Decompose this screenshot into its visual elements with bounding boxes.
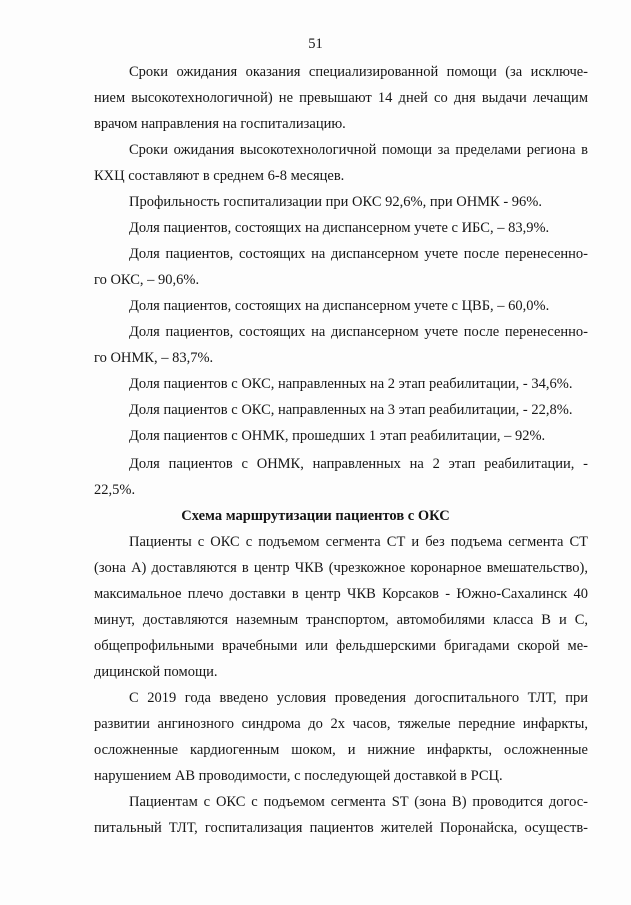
text-line: Профильность госпитализации при ОКС 92,6%, при ОНМК - 96%. xyxy=(129,194,543,210)
text-line: Доля пациентов, состоящих на диспансерном учете после перенесенно- xyxy=(129,324,588,340)
text-line: Пациентам с ОКС с подъемом сегмента ST (зона В) проводится догос- xyxy=(129,794,588,810)
text-line: минут, доставляются наземным транспортом, автомобилями класса В и С, xyxy=(94,612,588,628)
section-heading: Схема маршрутизации пациентов с ОКС xyxy=(181,508,450,524)
text-line: Доля пациентов, состоящих на диспансерном учете после перенесенно- xyxy=(129,246,588,262)
text-line: Доля пациентов с ОНМК, направленных на 2 этап реабилитации, - xyxy=(129,456,588,472)
text-line: Сроки ожидания оказания специализированной помощи (за исключе- xyxy=(129,64,588,80)
text-line: 22,5%. xyxy=(94,482,136,498)
text-line: С 2019 года введено условия проведения догоспитального ТЛТ, при xyxy=(129,690,588,706)
text-line: максимальное плечо доставки в центр ЧКВ Корсаков - Южно-Сахалинск 40 xyxy=(94,586,588,602)
text-line: Доля пациентов с ОНМК, прошедших 1 этап реабилитации, – 92%. xyxy=(129,428,546,444)
text-line: Доля пациентов с ОКС, направленных на 3 этап реабилитации, - 22,8%. xyxy=(129,402,573,418)
text-line: осложненные кардиогенным шоком, и нижние инфаркты, осложненные xyxy=(94,742,588,758)
text-line: Пациенты с ОКС с подъемом сегмента СТ и без подъема сегмента СТ xyxy=(129,534,588,550)
text-line: дицинской помощи. xyxy=(94,664,218,680)
text-line: развитии ангинозного синдрома до 2х часов, тяжелые передние инфаркты, xyxy=(94,716,588,732)
page-number: 51 xyxy=(308,36,323,52)
text-line: Доля пациентов с ОКС, направленных на 2 этап реабилитации, - 34,6%. xyxy=(129,376,573,392)
text-line: общепрофильными врачебными или фельдшерскими бригадами скорой ме- xyxy=(94,638,588,654)
text-line: врачом направления на госпитализацию. xyxy=(94,116,346,132)
text-line: Доля пациентов, состоящих на диспансерном учете с ИБС, – 83,9%. xyxy=(129,220,550,236)
text-line: (зона А) доставляются в центр ЧКВ (чрезкожное коронарное вмешательство), xyxy=(94,560,588,576)
text-line: Сроки ожидания высокотехнологичной помощи за пределами региона в xyxy=(129,142,588,158)
text-line: го ОКС, – 90,6%. xyxy=(94,272,200,288)
text-line: КХЦ составляют в среднем 6-8 месяцев. xyxy=(94,168,345,184)
text-line: нием высокотехнологичной) не превышают 14 дней со дня выдачи лечащим xyxy=(94,90,588,106)
text-line: питальный ТЛТ, госпитализация пациентов жителей Поронайска, осуществ- xyxy=(94,820,588,836)
text-line: го ОНМК, – 83,7%. xyxy=(94,350,214,366)
text-line: Доля пациентов, состоящих на диспансерном учете с ЦВБ, – 60,0%. xyxy=(129,298,550,314)
text-line: нарушением АВ проводимости, с последующей доставкой в РСЦ. xyxy=(94,768,503,784)
